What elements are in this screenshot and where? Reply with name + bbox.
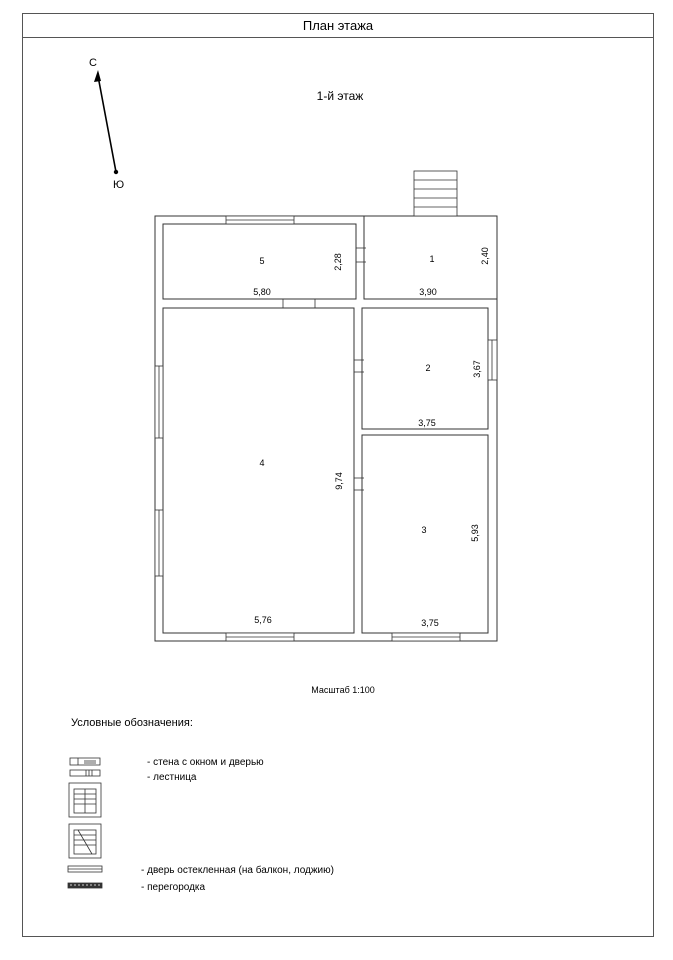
- room-labels: [253, 247, 490, 628]
- room-4-height: 9,74: [334, 472, 344, 490]
- room-2-width: 3,75: [418, 418, 436, 428]
- page-title: План этажа: [22, 13, 654, 38]
- porch-stairs-icon: [414, 171, 457, 216]
- window-room-2-right: [488, 340, 497, 380]
- walls: [155, 216, 497, 641]
- legend-item-partition: - перегородка: [141, 882, 206, 893]
- room-3-width: 3,75: [421, 618, 439, 628]
- room-5-height: 2,28: [333, 253, 343, 271]
- room-5-width: 5,80: [253, 287, 271, 297]
- stairs-icon: [69, 783, 101, 858]
- room-2-height: 3,67: [472, 360, 482, 378]
- room-4-outline: [163, 308, 354, 633]
- partition-icon: [68, 883, 102, 888]
- compass-dot-icon: [114, 170, 118, 174]
- room-5-number: 5: [259, 256, 265, 266]
- compass-north: С: [89, 57, 97, 69]
- legend-item-wall: - стена с окном и дверью: [147, 757, 264, 768]
- glazed-door-icon: [68, 866, 102, 872]
- room-2-number: 2: [425, 363, 431, 373]
- room-4-width: 5,76: [254, 615, 272, 625]
- room-3-height: 5,93: [470, 524, 480, 542]
- room-1-number: 1: [429, 254, 435, 264]
- compass: [89, 57, 124, 191]
- wall-window-door-icon: [70, 758, 100, 776]
- room-1-height: 2,40: [480, 247, 490, 265]
- floor-label: 1-й этаж: [316, 89, 364, 103]
- legend-labels: [141, 757, 334, 893]
- compass-arrow-icon: [94, 70, 101, 82]
- legend-icons: [68, 758, 102, 888]
- legend-heading: Условные обозначения:: [71, 717, 193, 729]
- compass-south: Ю: [113, 179, 125, 191]
- room-4-number: 4: [259, 458, 265, 468]
- compass-needle: [98, 76, 116, 172]
- room-1-width: 3,90: [419, 287, 437, 297]
- scale-label: Масштаб 1:100: [311, 685, 375, 695]
- legend-item-glazed-door: - дверь остекленная (на балкон, лоджию): [141, 865, 334, 876]
- room-3-number: 3: [421, 525, 427, 535]
- legend-item-stairs: - лестница: [147, 772, 197, 783]
